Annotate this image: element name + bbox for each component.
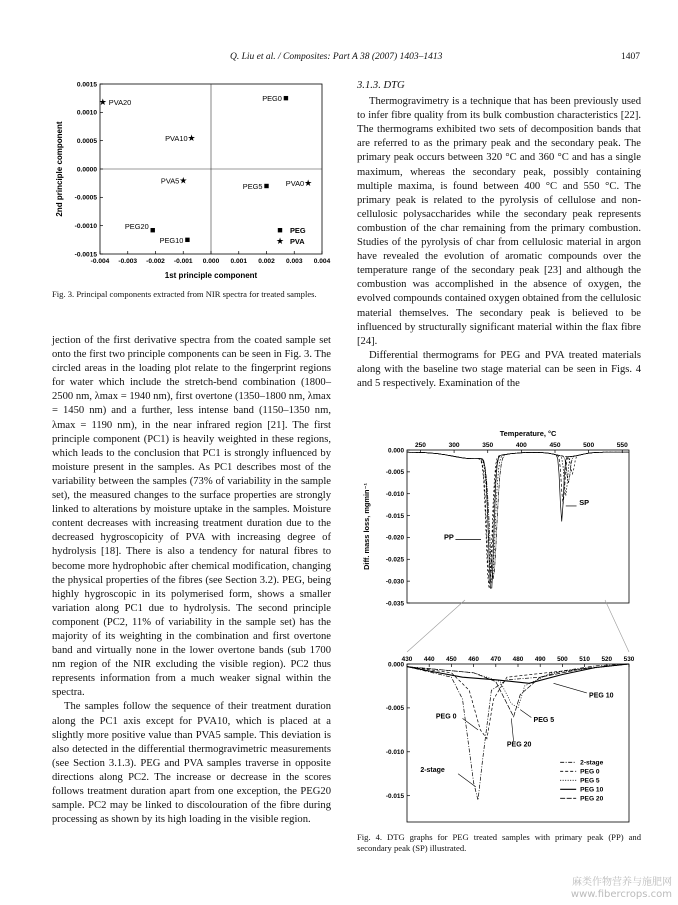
y-tick-label: 0.0015 <box>76 81 97 89</box>
x-tick-label: 440 <box>423 656 435 663</box>
connector-right <box>605 600 629 652</box>
x-tick-label: 350 <box>482 442 494 449</box>
paragraph: Thermogravimetry is a technique that has been previously used to infer fibre quality from its bulk combustion characteristics [22]. The thermograms exhibited two sets of decomposition bands that are referred to as the primary peak and the secondary peak. The primary peak occurs between 320 °C and 360 °C and has a single maximum, whereas the secondary peak, possibly containing multiple maxima, is found between 400 °C and 550 °C. The primary peak is related to the pyrolysis of cellulose and non-cellulosic polysaccharides while the secondary peak represents combustion of the char remaining from the primary combustion. Studies of the pyrolysis of char from cellulosic material in argon have revealed the evolution of aromatic compounds over the temperature range of the secondary peak [23] and although the combustion was accomplished in the absence of oxygen, the evolved compounds contained oxygen obtained from the cellulosic material themselves. The secondary peak is believed to be influenced by structurally significant material within the flax fibre [24]. <box>357 96 641 347</box>
x-tick-label: -0.003 <box>118 258 138 265</box>
x-tick-label: 500 <box>557 656 568 663</box>
left-column <box>52 334 331 827</box>
y-tick-label: 0.0010 <box>76 109 97 117</box>
running-header <box>0 52 678 66</box>
point-label: PVA20 <box>108 98 132 108</box>
y-tick-label: 0.000 <box>388 661 404 669</box>
star-marker: ★ <box>304 178 313 189</box>
square-marker <box>278 228 282 232</box>
figure4-caption: Fig. 4. DTG graphs for PEG treated samples with primary peak (PP) and secondary peak (SP) illustrated. <box>357 832 641 853</box>
point-label: PEG20 <box>124 222 149 232</box>
x-tick-label: 500 <box>583 442 595 449</box>
paragraph: The samples follow the sequence of their treatment duration along the PC1 axis except for PVA10, which is placed at a slightly more positive value than PVA5 sample. This deviation is also detected in the differential thermogravimetric measurements (see Section 3.1.3). PEG and PVA samples traverse in opposite directions along PC2. The increase or decrease in the scores follows treatment duration apart from one exception, the PEG20 sample. PC2 may be linked to discolouration of the fibre during processing as shown by its high loading in the visible region. <box>52 701 331 826</box>
paragraph: Differential thermograms for PEG and PVA treated materials along with the baseline two stage material can be seen in Figs. 4 and 5 respectively. Examination of the <box>357 349 641 389</box>
running-title: Q. Liu et al. / Composites: Part A 38 (2007) 1403–1413 <box>230 52 443 62</box>
y-tick-label: -0.005 <box>385 469 404 477</box>
figure3-scatter-plot <box>52 78 332 283</box>
legend-label: 2-stage <box>580 759 604 767</box>
curve-annotation: PEG 5 <box>533 716 555 724</box>
dtg-curve <box>407 452 629 588</box>
x-tick-label: 530 <box>623 656 635 663</box>
figure4-dtg-zoom-chart <box>357 652 641 827</box>
curve-annotation: PEG 20 <box>506 741 532 749</box>
sp-annotation: SP <box>579 498 590 508</box>
square-marker <box>284 96 288 100</box>
legend-label: PEG <box>290 225 306 235</box>
connector-left <box>407 600 465 652</box>
watermark-cn: 麻类作物营养与施肥网 <box>572 877 672 888</box>
section-heading: 3.1.3. DTG <box>357 80 405 91</box>
y-tick-label: -0.015 <box>385 512 404 520</box>
y-axis-label: 2nd principle component <box>55 121 64 217</box>
x-tick-label: 0.001 <box>230 258 248 265</box>
x-tick-label: 250 <box>414 442 426 449</box>
x-axis-label: Temperature, °C <box>499 429 557 438</box>
x-tick-label: 300 <box>448 442 460 449</box>
x-tick-label: 460 <box>468 656 479 663</box>
x-tick-label: 0.003 <box>285 258 303 265</box>
dtg-curve <box>407 452 629 579</box>
page-number: 1407 <box>621 52 640 62</box>
legend-label: PEG 0 <box>580 768 600 776</box>
legend-label: PEG 5 <box>580 777 600 785</box>
right-column <box>357 79 641 391</box>
x-tick-label: 490 <box>534 656 546 663</box>
curve-annotation: 2-stage <box>420 766 445 774</box>
legend-label: PEG 10 <box>580 786 604 794</box>
x-tick-label: 470 <box>490 656 502 663</box>
figure3-caption: Fig. 3. Principal components extracted from NIR spectra for treated samples. <box>52 289 317 299</box>
watermark <box>512 877 672 901</box>
x-tick-label: 0.002 <box>258 258 275 265</box>
dtg-curve <box>407 452 629 584</box>
square-marker <box>185 238 189 242</box>
curve-annotation: PEG 0 <box>435 713 457 721</box>
x-tick-label: 450 <box>549 442 561 449</box>
square-marker <box>264 184 268 188</box>
y-tick-label: -0.0005 <box>74 194 97 202</box>
legend-label: PVA <box>290 236 305 246</box>
y-tick-label: 0.0000 <box>76 166 97 174</box>
x-tick-label: -0.004 <box>90 258 110 265</box>
x-tick-label: -0.001 <box>173 258 193 265</box>
square-marker <box>151 228 155 232</box>
curve-annotation: PEG 10 <box>589 692 614 700</box>
x-tick-label: 400 <box>515 442 527 449</box>
y-tick-label: -0.025 <box>385 556 404 564</box>
y-axis-label: Diff. mass loss, mgmin⁻¹ <box>362 483 371 570</box>
star-marker: ★ <box>179 175 188 186</box>
figure4-dtg-full-chart <box>357 430 641 620</box>
y-tick-label: -0.030 <box>385 578 404 586</box>
legend-label: PEG 20 <box>580 795 604 803</box>
annotation-leader <box>554 683 587 693</box>
y-tick-label: -0.010 <box>385 749 404 757</box>
y-tick-label: -0.0010 <box>74 222 97 230</box>
x-tick-label: 480 <box>512 656 524 663</box>
x-tick-label: 430 <box>401 656 413 663</box>
dtg-curve <box>407 664 629 717</box>
y-tick-label: -0.015 <box>385 792 404 800</box>
x-tick-label: 0.000 <box>202 258 220 265</box>
annotation-leader <box>511 718 513 741</box>
point-label: PEG10 <box>159 235 184 245</box>
point-label: PVA0 <box>285 179 305 189</box>
annotation-leader <box>520 710 531 718</box>
y-tick-label: -0.020 <box>385 534 404 542</box>
y-tick-label: 0.000 <box>388 447 404 455</box>
dtg-curve <box>407 452 629 583</box>
x-axis-label: 1st principle component <box>164 271 258 280</box>
plot-frame <box>407 450 629 603</box>
star-marker: ★ <box>187 132 196 143</box>
pp-annotation: PP <box>444 532 454 542</box>
y-tick-label: -0.010 <box>385 491 404 499</box>
y-tick-label: -0.005 <box>385 705 404 713</box>
star-marker: ★ <box>275 236 285 247</box>
dtg-curve <box>407 452 629 588</box>
point-label: PEG5 <box>242 182 263 191</box>
x-tick-label: 0.004 <box>313 258 331 265</box>
star-marker: ★ <box>98 97 107 108</box>
annotation-leader <box>463 718 479 729</box>
zoom-connector-lines <box>357 600 641 660</box>
point-label: PVA5 <box>160 176 180 186</box>
y-tick-label: -0.0015 <box>74 251 97 259</box>
x-tick-label: 550 <box>616 442 628 449</box>
x-tick-label: 520 <box>601 656 613 663</box>
y-tick-label: -0.035 <box>385 600 404 608</box>
x-tick-label: 450 <box>446 656 457 663</box>
watermark-url: www.fibercrops.com <box>570 889 672 900</box>
point-label: PVA10 <box>165 133 188 143</box>
x-tick-label: -0.002 <box>146 258 165 265</box>
point-label: PEG0 <box>262 94 282 104</box>
y-tick-label: 0.0005 <box>76 137 97 145</box>
paragraph: jection of the first derivative spectra from the coated sample set onto the first two principle components can be seen in Fig. 3. The circled areas in the loading plot relate to the fingerprint regions for water which include the stretch-bend combination (1800–2500 nm, λmax = 1940 nm), first overtone (1350–1800 nm, λmax = 1450 nm) and a further, less intense band (1150–1350 nm, λmax = 1190 nm), in the near infrared region [21]. The first principle component (PC1) is heavily weighted in these regions, which leads to the conclusion that PC1 is strongly influenced by moisture present in the samples. As PC1 describes most of the variability between the samples (73% of variability in the sample set), the measured changes to the surface properties are strongly linked to alterations by moisture uptake in the samples. Moisture content decreases with increasing treatment duration due to the decreased hygroscopicity of PVA with increasing degree of hydrolysis [18]. There is also a tendency for natural fibres to become more hydrophobic after chemical modification, changing the physical properties of the fibres (see Section 3.2). PEG, being highly hygroscopic in its polymerised form, shows a smaller variation along PC1 due to hydrolysis. The second principle component (PC2, 11% of variability in the sample set) has the majority of its weighting in the combination and first overtone band and virtually none in the lower overtone bands (sub 1700 nm region of the NIR excluding the visible region). PC2 thus represents information from a much weaker signal within the spectra. <box>52 335 331 699</box>
x-tick-label: 510 <box>579 656 590 663</box>
